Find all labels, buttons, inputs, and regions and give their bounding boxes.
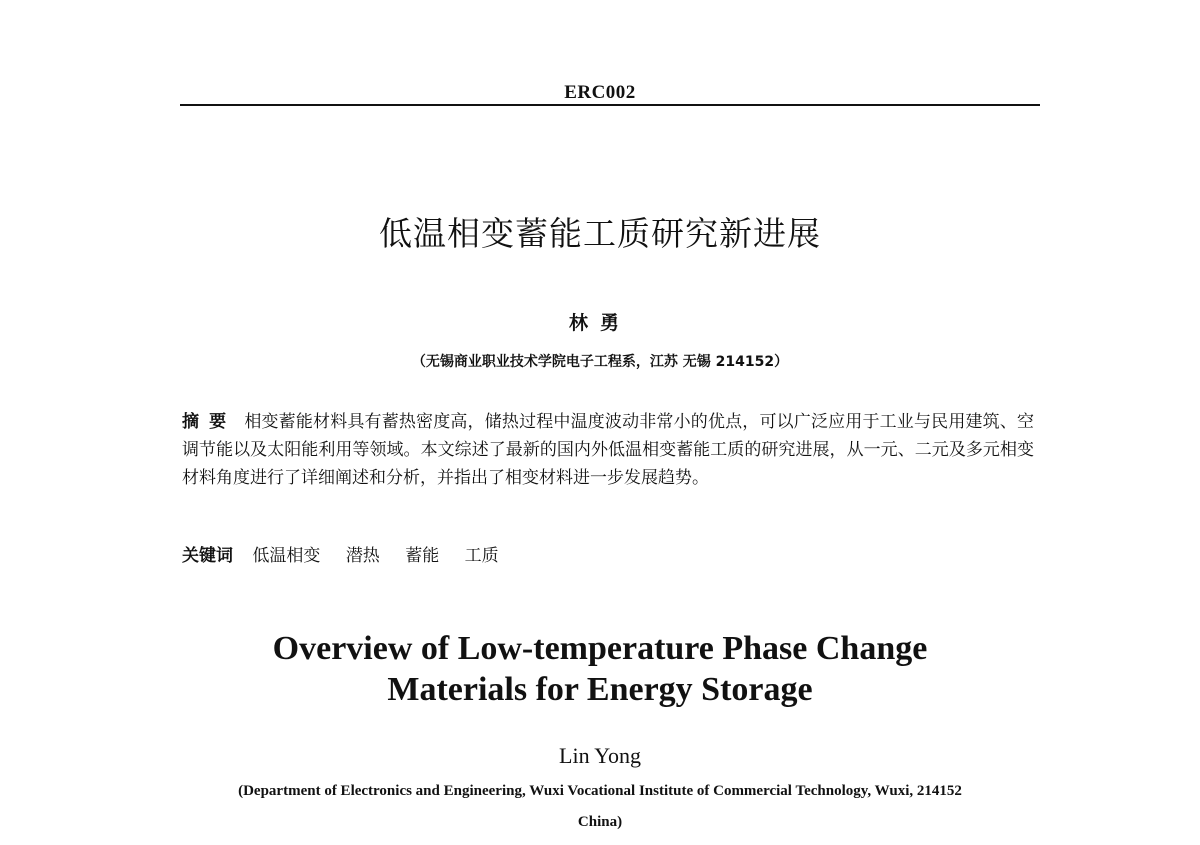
english-title xyxy=(0,628,1200,710)
english-affiliation-line: China) xyxy=(577,814,623,830)
abstract-text: 相变蓄能材料具有蓄热密度高，储热过程中温度波动非常小的优点，可以广泛应用于工业与民用建筑、空调节能以及太阳能利用等领域。本文综述了最新的国内外低温相变蓄能工质的研究进展，从一元、二元及多元相变材料角度进行了详细阐述和分析，并指出了相变材料进一步发展趋势。 xyxy=(182,412,1035,488)
english-title-line: Materials for Energy Storage xyxy=(387,671,813,708)
chinese-title: 低温相变蓄能工质研究新进展 xyxy=(379,214,821,253)
chinese-author: 林勇 xyxy=(568,312,631,334)
english-title-line: Overview of Low-temperature Phase Change xyxy=(272,630,928,667)
header-code: ERC002 xyxy=(564,82,636,103)
chinese-abstract xyxy=(182,408,1034,492)
keyword: 蓄能 xyxy=(405,546,440,566)
abstract-label: 摘要 xyxy=(182,412,237,432)
keywords-label: 关键词 xyxy=(182,546,233,566)
english-author: Lin Yong xyxy=(559,743,641,768)
chinese-keywords xyxy=(182,542,1034,570)
keyword: 低温相变 xyxy=(252,546,321,566)
keyword: 潜热 xyxy=(345,546,380,566)
header-rule xyxy=(180,104,1040,106)
chinese-affiliation: （无锡商业职业技术学院电子工程系，江苏 无锡 214152） xyxy=(411,354,789,370)
keyword: 工质 xyxy=(464,546,499,566)
english-affiliation xyxy=(0,776,1200,838)
english-affiliation-line: (Department of Electronics and Engineering, Wuxi Vocational Institute of Commercial Technology, Wuxi, 214152 xyxy=(238,783,962,799)
